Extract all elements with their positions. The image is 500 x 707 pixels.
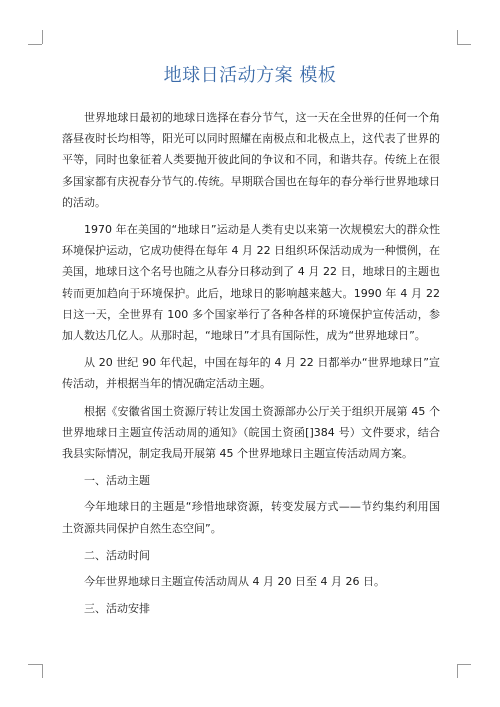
paragraph-intro: 世界地球日最初的地球日选择在春分节气，这一天在全世界的任何一个角落昼夜时长均相等，阳光可以同时照耀在南极点和北极点上，这代表了世界的平等，同时也象征着人类要抛开彼此间的争议和不同，和谐共存。传统上在很多国家都有庆祝春分节气的.传统。早期联合国也在每年的春分举行世界地球日的活动。	[62, 111, 440, 209]
section-heading-time: 二、活动时间	[84, 548, 150, 562]
section-heading-arrangement: 三、活动安排	[84, 602, 150, 616]
paragraph-theme: 今年地球日的主题是“珍惜地球资源，转变发展方式——节约集约利用国土资源共同保护自然生态空间”。	[62, 500, 440, 535]
paragraph-time: 今年世界地球日主题宣传活动周从 4 月 20 日至 4 月 26 日。	[84, 575, 385, 589]
paragraph-basis: 根据《安徽省国土资源厅转让发国土资源部办公厅关于组织开展第 45 个世界地球日主题宣传活动周的通知》（皖国土资函[]384 号）文件要求，结合我县实际情况，制定我局开展第 45 个世界地球日主题宣传活动周方案。	[62, 404, 440, 461]
document-title: 地球日活动方案 模板	[163, 65, 337, 86]
paragraph-history: 1970 年在美国的“地球日”运动是人类有史以来第一次规模宏大的群众性环境保护运动，它成功使得在每年 4 月 22 日组织环保活动成为一种惯例，在美国，地球日这个名号也随之从春分日移动到了 4 月 22 日，地球日的主题也转而更加趋向于环境保护。此后，地球日的影响越来越大。1990 年 4 月 22 日这一天，全世界有 100 多个国家举行了各种各样的环境保护宣传活动，参加人数达几亿人。从那时起，“地球日”才具有国际性，成为“世界地球日”。	[62, 223, 440, 343]
document-body	[62, 107, 440, 624]
section-heading-theme: 一、活动主题	[84, 474, 150, 488]
paragraph-china: 从 20 世纪 90 年代起，中国在每年的 4 月 22 日都举办“世界地球日”宣传活动，并根据当年的情况确定活动主题。	[62, 356, 440, 391]
